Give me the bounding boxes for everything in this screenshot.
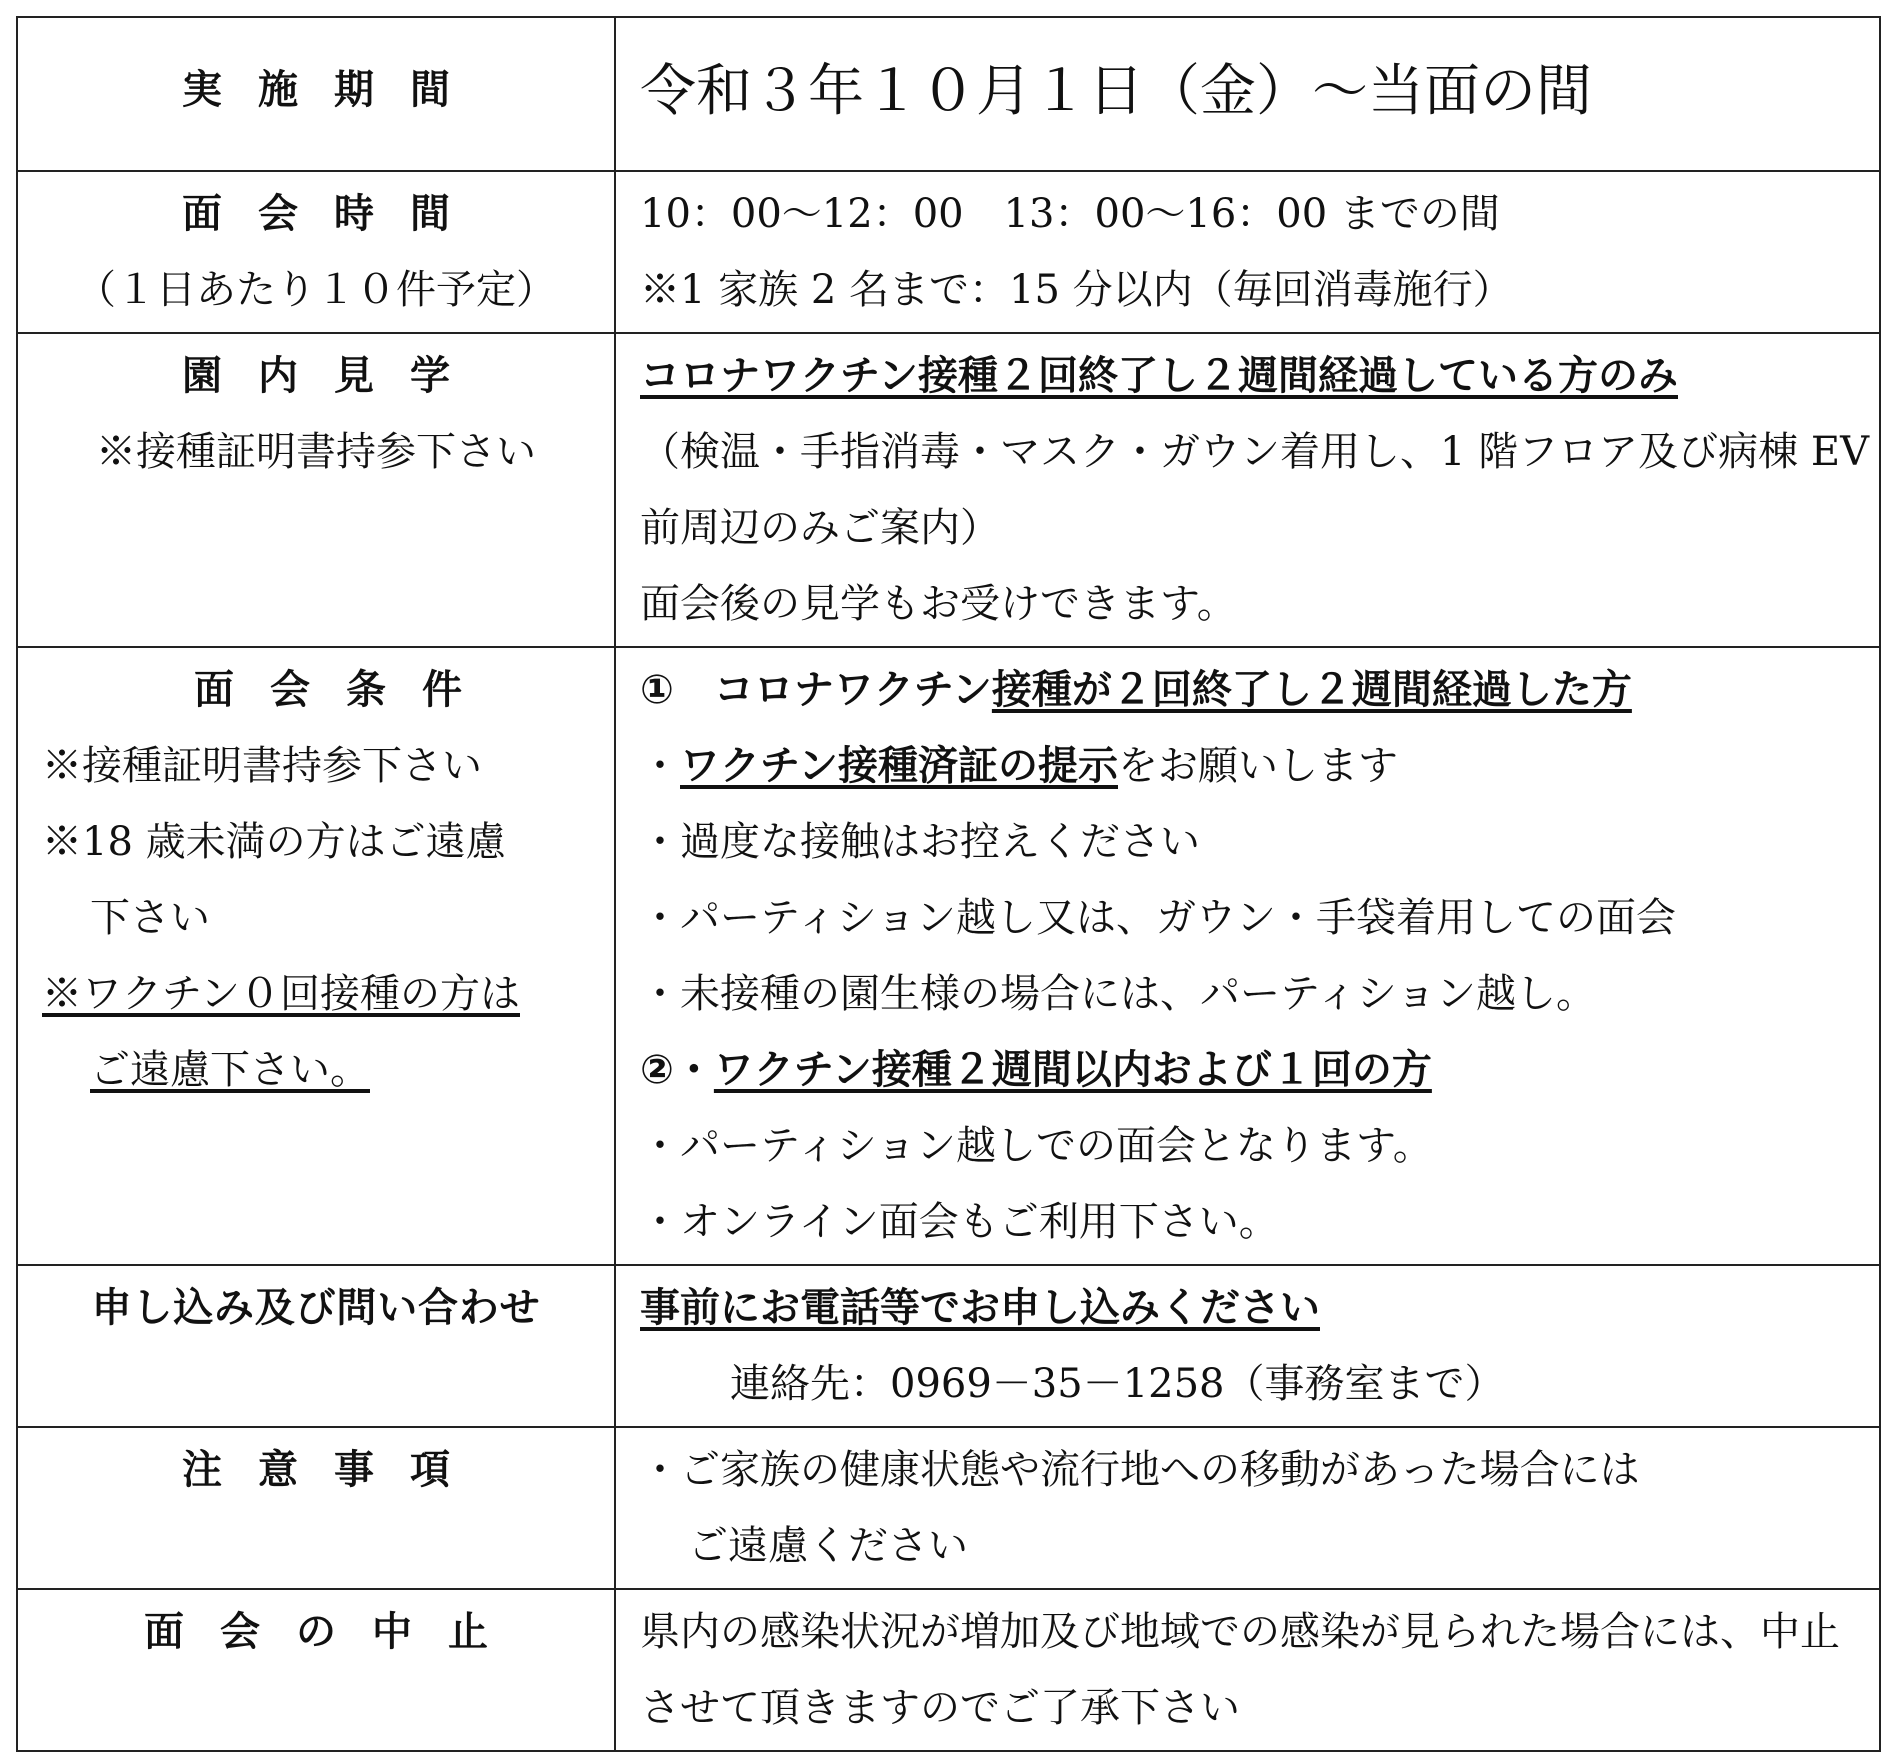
hours-time-range: 10：00～12：00 13：00～16：00 までの間 (640, 191, 1500, 237)
caution-label-cell (17, 1427, 615, 1589)
condition-1-certificate-emphasis: ワクチン接種済証の提示 (680, 743, 1118, 789)
condition-1-bullet-contact: ・過度な接触はお控えください (640, 819, 1200, 865)
conditions-note-certificate: ※接種証明書持参下さい (42, 743, 482, 789)
condition-2-bullet-online: ・オンライン面会もご利用下さい。 (640, 1199, 1279, 1245)
conditions-note-unvaccinated: ※ワクチン０回接種の方は (42, 971, 520, 1017)
condition-2-title-underlined: ワクチン接種２週間以内および１回の方 (713, 1047, 1432, 1093)
condition-1-bullet-unvaccinated: ・未接種の園生様の場合には、パーティション越し。 (640, 971, 1596, 1017)
contact-lead: 事前にお電話等でお申し込みください (640, 1285, 1320, 1331)
bullet-mark: ・ (640, 743, 680, 789)
caution-label: 注意事項 (182, 1447, 486, 1493)
period-value: 令和３年１０月１日（金）～当面の間 (640, 59, 1592, 124)
tour-label: 園内見学 (182, 353, 486, 399)
condition-1-marker: ① (640, 667, 674, 713)
tour-value-cell (615, 333, 1880, 647)
hours-value-cell (615, 171, 1880, 333)
contact-phone: 連絡先：0969－35－1258（事務室まで） (730, 1361, 1505, 1407)
condition-1-bullet-certificate (640, 728, 1869, 804)
row-period (17, 17, 1880, 171)
tour-note: ※接種証明書持参下さい (96, 429, 536, 475)
caution-line-2: ご遠慮ください (688, 1523, 968, 1569)
tour-detail: （検温・手指消毒・マスク・ガウン着用し、1 階フロア及び病棟 EV 前周辺のみご案内） (640, 429, 1869, 551)
contact-value-cell (615, 1265, 1880, 1427)
row-cancel (17, 1589, 1880, 1751)
hours-sublabel: （１日あたり１０件予定） (76, 267, 556, 313)
caution-line-1: ・ご家族の健康状態や流行地への移動があった場合には (640, 1447, 1640, 1493)
period-value-cell (615, 17, 1880, 171)
condition-1-title (640, 652, 1869, 728)
conditions-label: 面会条件 (194, 667, 498, 713)
condition-1-bullet-partition: ・パーティション越し又は、ガウン・手袋着用しての面会 (640, 895, 1676, 941)
condition-2-title (640, 1032, 1869, 1108)
period-label-cell (17, 17, 615, 171)
visitation-notice-table (16, 16, 1881, 1752)
condition-2-bullet-partition: ・パーティション越しでの面会となります。 (640, 1123, 1433, 1169)
period-label: 実施期間 (182, 67, 486, 113)
conditions-note-unvaccinated-cont: ご遠慮下さい。 (90, 1047, 370, 1093)
conditions-note-age: ※18 歳未満の方はご遠慮 (42, 819, 506, 865)
condition-2-marker: ②・ (640, 1047, 714, 1093)
condition-1-title-underlined: 接種が２回終了し２週間経過した方 (991, 667, 1632, 713)
conditions-label-cell (17, 647, 615, 1265)
row-hours (17, 171, 1880, 333)
cancel-label: 面会の中止 (144, 1609, 524, 1655)
condition-1-title-plain: コロナワクチン (713, 667, 992, 713)
row-contact (17, 1265, 1880, 1427)
tour-label-cell (17, 333, 615, 647)
contact-label: 申し込み及び問い合わせ (91, 1285, 541, 1331)
row-tour (17, 333, 1880, 647)
tour-eligibility: コロナワクチン接種２回終了し２週間経過している方のみ (640, 353, 1678, 399)
hours-limit-note: ※1 家族 2 名まで：15 分以内（毎回消毒施行） (640, 267, 1513, 313)
caution-value-cell (615, 1427, 1880, 1589)
conditions-value-cell (615, 647, 1880, 1265)
hours-label: 面会時間 (182, 191, 486, 237)
cancel-value-cell (615, 1589, 1880, 1751)
contact-label-cell (17, 1265, 615, 1427)
hours-label-cell (17, 171, 615, 333)
cancel-label-cell (17, 1589, 615, 1751)
conditions-note-age-cont: 下さい (90, 895, 210, 941)
row-caution (17, 1427, 1880, 1589)
tour-after-visit: 面会後の見学もお受けできます。 (640, 581, 1237, 627)
condition-1-certificate-rest: をお願いします (1118, 743, 1398, 789)
cancel-text: 県内の感染状況が増加及び地域での感染が見られた場合には、中止させて頂きますのでご了承下さい (640, 1609, 1840, 1731)
row-conditions (17, 647, 1880, 1265)
